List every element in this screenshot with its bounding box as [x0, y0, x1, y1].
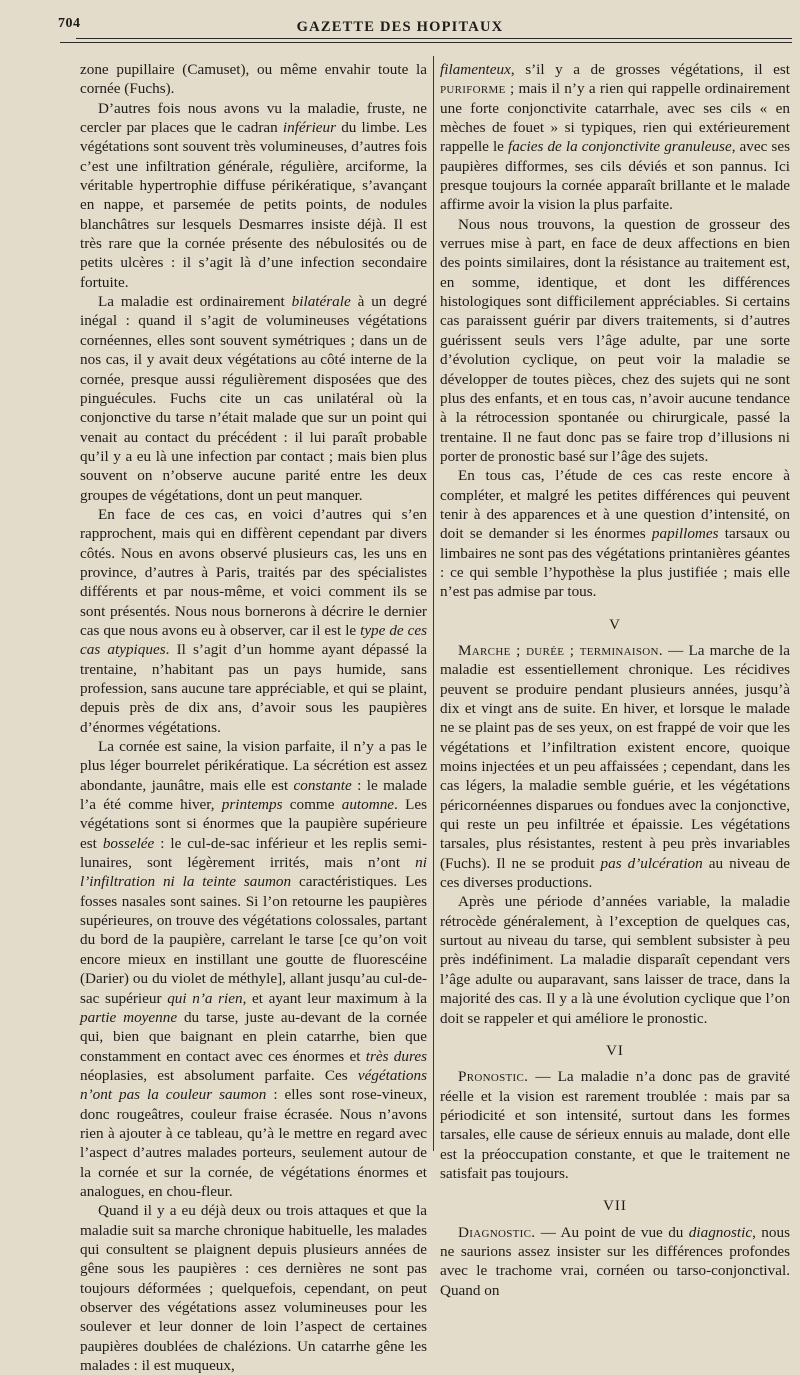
page-number: 704	[58, 16, 81, 31]
paragraph: filamenteux, s’il y a de grosses végétations, il est puriforme ; mais il n’y a rien qui rappelle ordinairement une forte conjonctivite catarrhale, avec ses cils « en mèches de fouet » si typiques, rien qui extérieurement rappelle le facies de la conjonctivite granuleuse, avec ses paupières difformes, ses cils déviés et son pannus. Ici presque toujours la cornée apparaît brillante et le malade affirme avoir la vision la plus parfaite.	[440, 61, 790, 214]
right-column	[440, 60, 790, 1300]
column-divider	[433, 56, 434, 1151]
paragraph: La maladie est ordinairement bilatérale à un degré inégal : quand il s’agit de volumineuses végétations cornéennes, elles sont souvent symétriques ; dans un de nos cas, il y avait deux végétations au côté interne de la cornée, presque aussi régulièrement disposées que des pinguécules. Fuchs cite un cas unilatéral où la conjonctive du tarse n’était malade que sur un point qui venait au contact du précédent : il lui paraît probable qu’il y a eu là une infection par contact ; mais bien plus souvent on n’observe aucune parité entre les deux groupes de végétations, dont un peut manquer.	[80, 293, 427, 504]
section-label: Marche ; durée ; terminaison.	[458, 641, 663, 659]
paragraph: Marche ; durée ; terminaison. — La marche de la maladie est essentiellement chronique. Les récidives peuvent se produire pendant plusieurs années, jusqu’à dix et vingt ans de suite. En hiver, et lorsque le malade ne se plaint pas de ses yeux, on est frappé de voir que les végétations et l’infiltration existent encore, quoique moins injectées et un peu affaissées ; cependant, dans les cas légers, la maladie semble guérie, et les végétations péricornéennes disparues ou fondues avec la conjonctive, qui reste un peu infiltrée et épaissie. Les végétations tarsales, plus résistantes, restent à peu près invariables (Fuchs). Il ne se produit pas d’ulcération au niveau de ces diverses productions.	[440, 641, 790, 892]
paragraph: Après une période d’années variable, la maladie rétrocède généralement, à l’exception de quelques cas, surtout au niveau du tarse, qui semblent subsister à peu près indéfiniment. La maladie disparaît cependant vers l’âge adulte ou auparavant, sans laisser de trace, dans la majorité des cas. Il y a là une évolution cyclique que l’on doit se rappeler et qui améliore le pronostic.	[440, 893, 790, 1027]
header-rule-thin	[60, 42, 792, 43]
paragraph: La cornée est saine, la vision parfaite, il n’y a pas le plus léger bourrelet périkératique. La sécrétion est assez abondante, jaunâtre, mais elle est constante : le malade l’a été comme hiver, printemps comme automne. Les végétations sont si énormes que la paupière supérieure est bosselée : le cul-de-sac inférieur et les replis semi-lunaires, sont légèrement irrités, mais n’ont ni l’infiltration ni la teinte saumon caractéristiques. Les fosses nasales sont saines. Si l’on retourne les paupières supérieures, on trouve des végétations colossales, partant du bord de la paupière, carrelant le tarse [ce qu’on voit encore mieux en instillant une goutte de fluorescéine (Darier) ou du violet de méthyle], allant jusqu’au cul-de-sac supérieur qui n’a rien, et ayant leur maximum à la partie moyenne du tarse, juste au-devant de la cornée qui, bien que baignant en plein catarrhe, bien que constamment en contact avec ces énormes et très dures néoplasies, est absolument parfaite. Ces végétations n’ont pas la couleur saumon : elles sont rose-vineux, donc rougeâtres, couleur fraise écrasée. Nous n’avons rien à ajouter à ce tableau, qu’à le mettre en regard avec l’aspect d’autres malades porteurs, seulement autour de la cornée et sur la cornée, de végétations énormes et analogues, en chou-fleur.	[80, 738, 428, 1200]
paragraph: En face de ces cas, en voici d’autres qui s’en rapprochent, mais qui en diffèrent cependant par divers côtés. Nous en avons observé plusieurs cas, les uns en province, d’autres à Paris, traités par des spécialistes différents et par nous-même, et voici comment ils se sont présentés. Nous nous bornerons à décrire le dernier cas que nous avons eu à observer, car il est le type de ces cas atypiques. Il s’agit d’un homme ayant dépassé la trentaine, n’habitant pas un pays humide, sans profession, sans aucune tare appréciable, et qui se plaint, depuis près de dix ans, d’avoir sous les paupières d’énormes végétations.	[80, 505, 427, 736]
section-number: VII	[603, 1198, 627, 1215]
left-column	[80, 60, 427, 1375]
paragraph: Pronostic. — La maladie n’a donc pas de gravité réelle et la vision est rarement troublée : mais par sa périodicité et son intensité, surtout dans les formes tarsales, elle cause de sérieux ennuis au malade, dont elle est la préoccupation constante, et que le traitement ne satisfait pas toujours.	[440, 1068, 790, 1182]
header-rule	[76, 38, 792, 39]
paragraph: En tous cas, l’étude de ces cas reste encore à compléter, et malgré les petites différences qui peuvent tenir à des apparences et à une question d’intensité, on doit se demander si les énormes papillomes tarsaux ou limbaires ne sont pas des végétations printanières géantes : ce qui semble l’hypothèse la plus justifiée ; mais elle n’est pas admise par tous.	[440, 467, 790, 601]
section-number: VI	[606, 1042, 624, 1059]
paragraph: Quand il y a eu déjà deux ou trois attaques et que la maladie suit sa marche chronique habituelle, les malades qui consultent se plaignent depuis plusieurs années de gêne sous les paupières : ces dernières ne sont pas toujours déformées ; quelquefois, cependant, on peut observer des végétations assez volumineuses pour les soulever et leur donner de loin l’aspect de certaines paupières doublées de chalézions. Un catarrhe gêne les malades : il est muqueux,	[80, 1202, 427, 1375]
paragraph: D’autres fois nous avons vu la maladie, fruste, ne cercler par places que le cadran inférieur du limbe. Les végétations sont souvent très volumineuses, d’autres fois c’est une infiltration générale, régulière, arciforme, la véritable hypertrophie diffuse périkératique, s’avançant en nappe, et parsemée de petits points, de nodules blanchâtres sur lesquels Desmarres insiste déjà. Il est très rare que la cornée présente des nébulosités ou de petits ulcères : il s’agit là d’une infection secondaire fortuite.	[80, 99, 427, 291]
paragraph: Nous nous trouvons, la question de grosseur des verrues mise à part, en face de deux affections en bien des points similaires, dont la résistance au traitement est, en somme, identique, et dont les différences histologiques sont difficilement appréciables. Si certains cas paraissent guérir par divers traitements, si d’autres guérissent seuls vers l’âge adulte, par une sorte d’évolution cyclique, on peut voir la maladie se développer de toutes pièces, chez des sujets qui ne sont plus des enfants, et en tous cas, n’avoir aucune tendance à la rétrocession spontanée ou chirurgicale, passé la trentaine. Il ne faut donc pas se faire trop d’illusions ni porter de pronostic basé sur l’âge des sujets.	[440, 215, 790, 465]
section-label: Pronostic.	[458, 1068, 529, 1086]
section-label: Diagnostic.	[458, 1223, 536, 1241]
journal-title: GAZETTE DES HOPITAUX	[296, 19, 504, 35]
paragraph: Diagnostic. — Au point de vue du diagnostic, nous ne saurions assez insister sur les différences profondes avec le trachome vrai, cornéen ou tarso-conjonctival. Quand on	[440, 1223, 790, 1299]
section-number: V	[609, 616, 621, 633]
paragraph: zone pupillaire (Camuset), ou même envahir toute la cornée (Fuchs).	[80, 61, 427, 98]
